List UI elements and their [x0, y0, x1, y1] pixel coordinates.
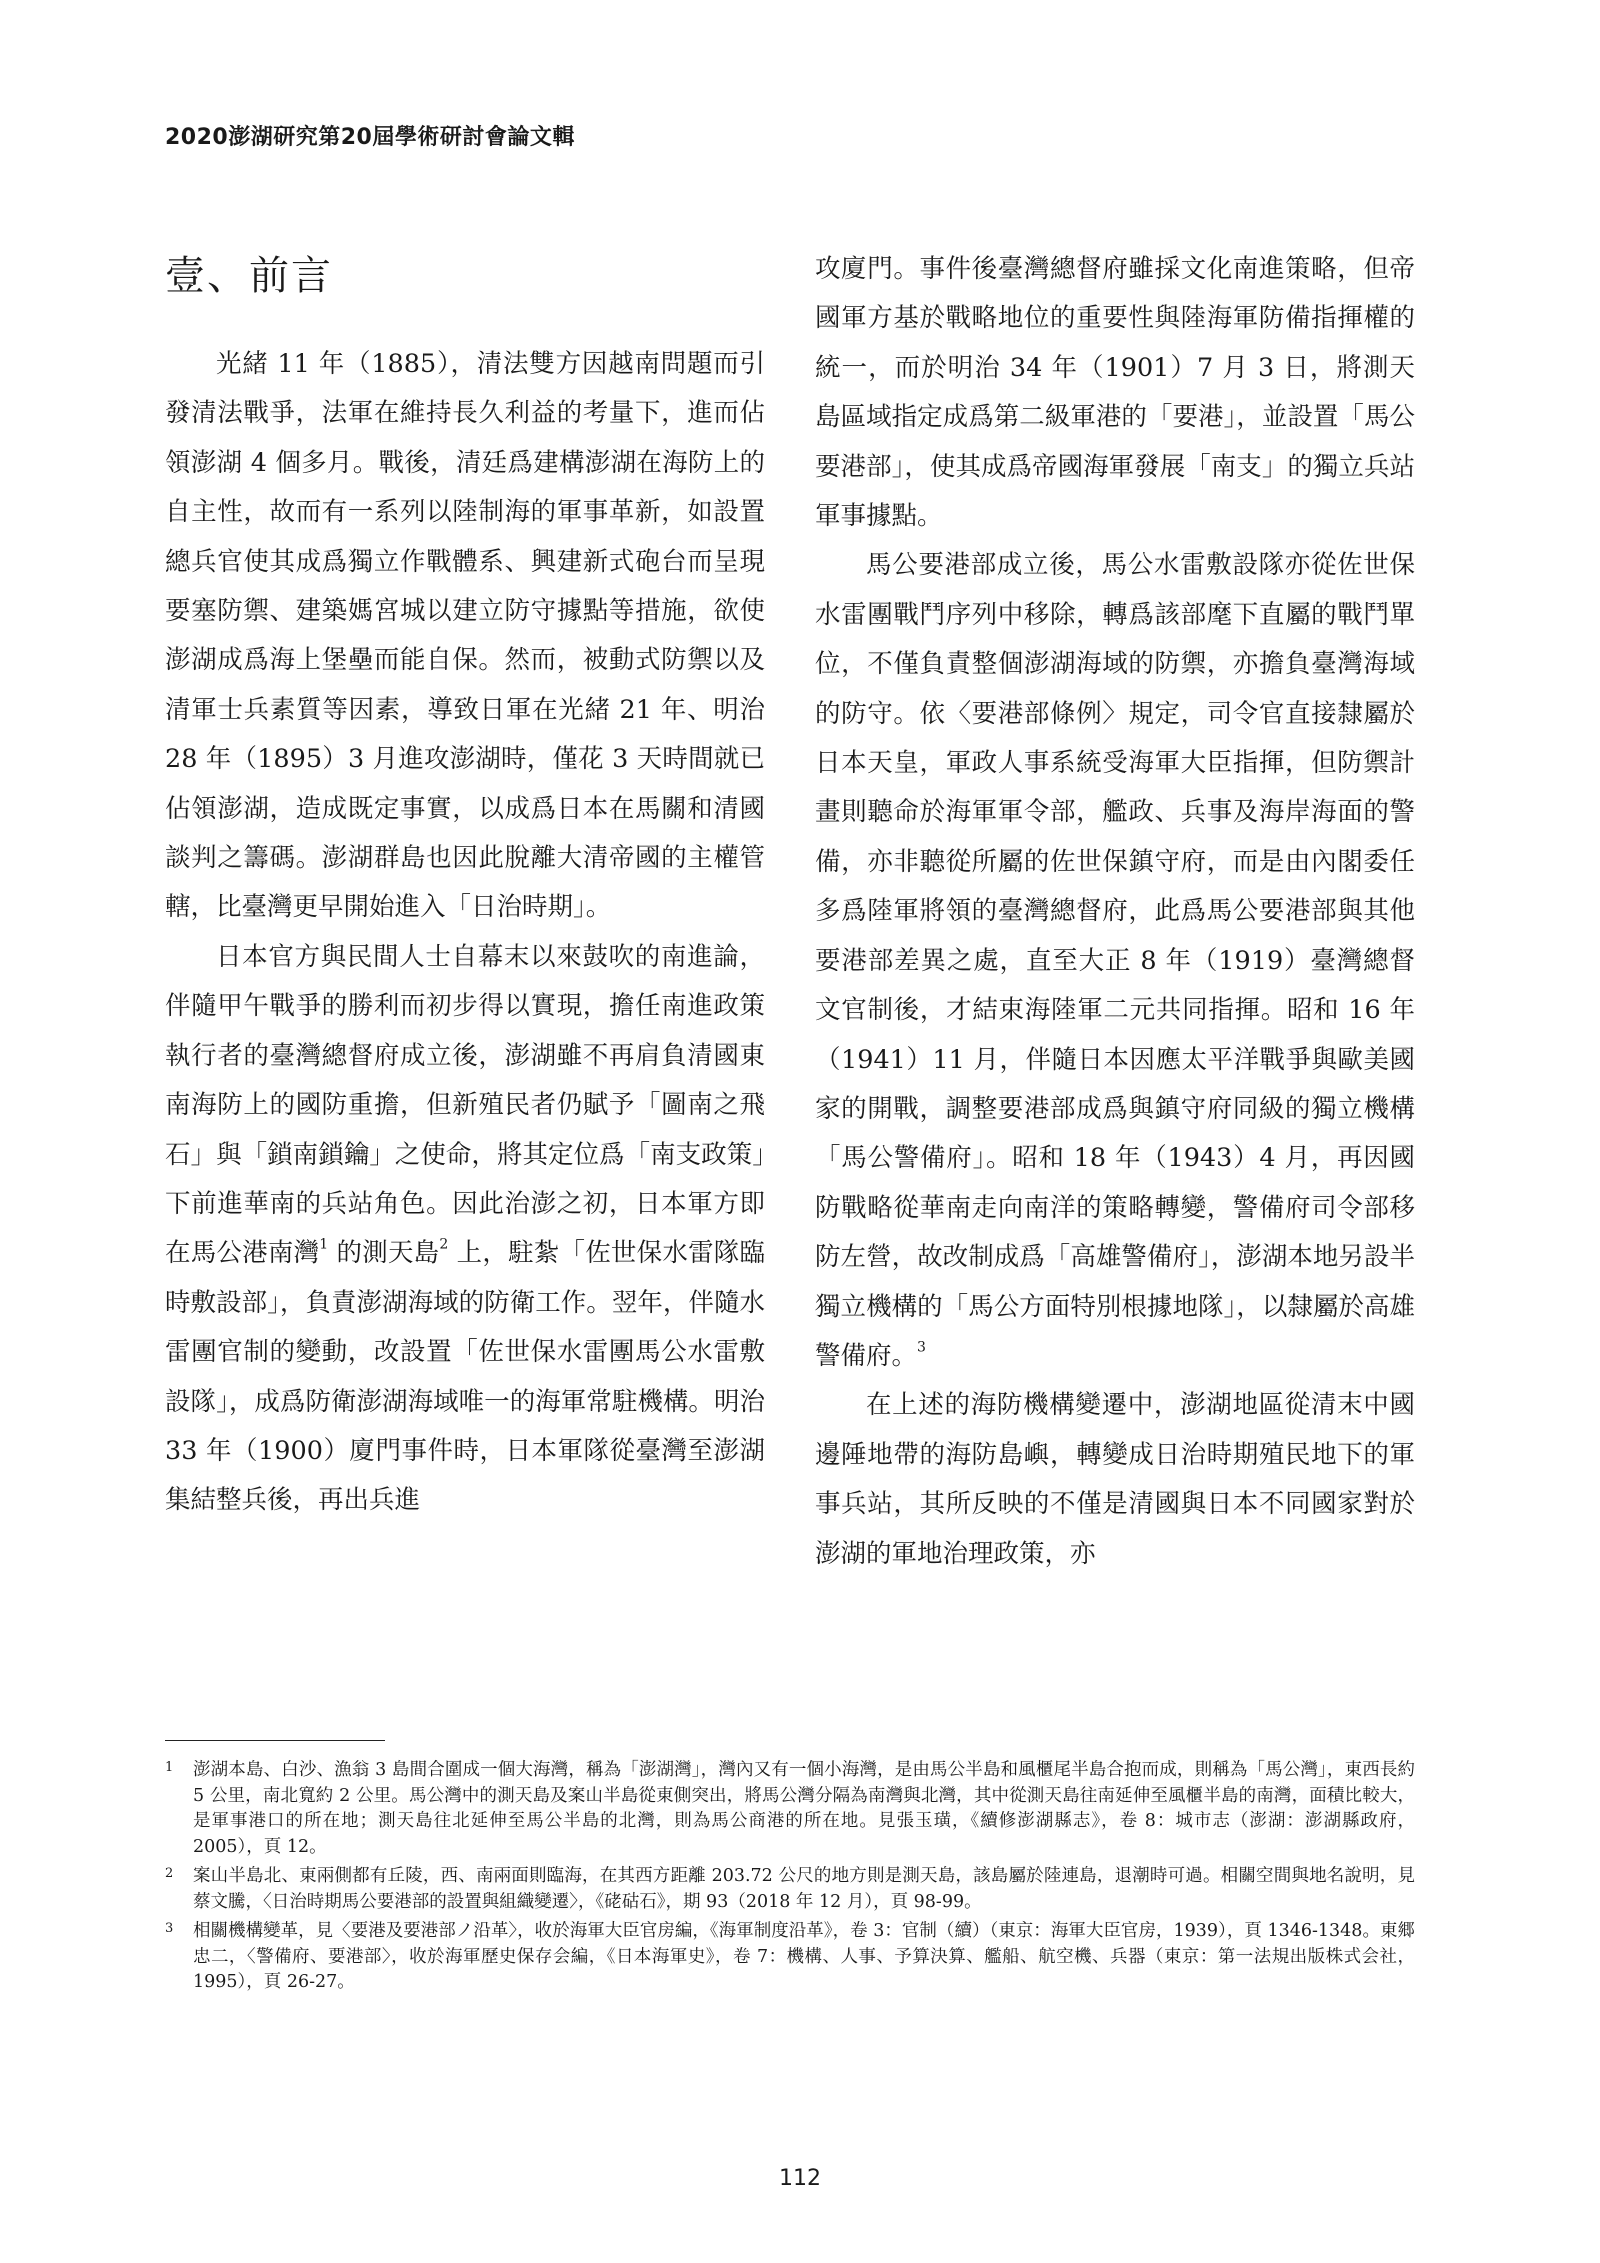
right-column — [815, 245, 1415, 1579]
footnotes — [165, 1758, 1415, 2000]
footnote-text: 相關機構變革，見〈要港及要港部ノ沿革〉，收於海軍大臣官房編，《海軍制度沿革》，卷 3：官制（續）（東京：海軍大臣官房，1939），頁 1346-1348。東郷忠二，〈警備府、要港部〉，收於海軍歷史保存会編，《日本海軍史》，卷 7：機構、人事、予算決算、艦船、航空機、兵器（東京：第一法規出版株式会社，1995），頁 26-27。 — [193, 1921, 1415, 1992]
footnote — [165, 1758, 1415, 1860]
paragraph-text: 馬公要港部成立後，馬公水雷敷設隊亦從佐世保水雷團戰鬥序列中移除，轉爲該部麾下直屬的戰鬥單位，不僅負責整個澎湖海域的防禦，亦擔負臺灣海域的防守。依〈要港部條例〉規定，司令官直接隸屬於日本天皇，軍政人事系統受海軍大臣指揮，但防禦計畫則聽命於海軍軍令部，艦政、兵事及海岸海面的警備，亦非聽從所屬的佐世保鎮守府，而是由內閣委任多爲陸軍將領的臺灣總督府，此爲馬公要港部與其他要港部差異之處，直至大正 8 年（1919）臺灣總督文官制後，才結束海陸軍二元共同指揮。昭和 16 年（1941）11 月，伴隨日本因應太平洋戰爭與歐美國家的開戰，調整要港部成爲與鎮守府同級的獨立機構「馬公警備府」。昭和 18 年（1943）4 月，再因國防戰略從華南走向南洋的策略轉變，警備府司令部移防左營，故改制成爲「高雄警備府」，澎湖本地另設半獨立機構的「馬公方面特別根據地隊」，以隸屬於高雄警備府。 — [815, 550, 1415, 1371]
paragraph-text: 上，駐紮「佐世保水雷隊臨時敷設部」，負責澎湖海域的防衛工作。翌年，伴隨水雷團官制的變動，改設置「佐世保水雷團馬公水雷敷設隊」，成爲防衛澎湖海域唯一的海軍常駐機構。明治 33 年（1900）廈門事件時，日本軍隊從臺灣至澎湖集結整兵後，再出兵進 — [165, 1238, 766, 1516]
section-title: 壹、前言 — [165, 253, 333, 299]
footnote-text: 澎湖本島、白沙、漁翁 3 島間合圍成一個大海灣，稱為「澎湖灣」，灣內又有一個小海灣，是由馬公半島和風櫃尾半島合抱而成，則稱為「馬公灣」，東西長約 5 公里，南北寬約 2 公里。馬公灣中的測天島及案山半島從東側突出，將馬公灣分隔為南灣與北灣，其中從測天島往南延伸至風櫃半島的南灣，面積比較大，是軍事港口的所在地；測天島往北延伸至馬公半島的北灣，則為馬公商港的所在地。見張玉璜，《續修澎湖縣志》，卷 8：城市志（澎湖：澎湖縣政府，2005），頁 12。 — [193, 1760, 1415, 1857]
paragraph-text: 的測天島 — [328, 1238, 440, 1269]
paragraph: 在上述的海防機構變遷中，澎湖地區從清末中國邊陲地帶的海防島嶼，轉變成日治時期殖民地下的軍事兵站，其所反映的不僅是清國與日本不同國家對於澎湖的軍地治理政策，亦 — [815, 1390, 1415, 1569]
footnote-ref[interactable]: 1 — [319, 1236, 329, 1253]
footnote-divider — [165, 1740, 385, 1741]
footnote-ref[interactable]: 3 — [917, 1339, 926, 1356]
footnote-ref[interactable]: 2 — [439, 1236, 449, 1253]
footnote-text: 案山半島北、東兩側都有丘陵，西、南兩面則臨海，在其西方距離 203.72 公尺的地方則是測天島，該島屬於陸連島，退潮時可過。相關空間與地名說明，見蔡文騰，〈日治時期馬公要港部的設置與組織變遷〉，《硓𥑮石》，期 93（2018 年 12 月），頁 98-99。 — [193, 1866, 1415, 1912]
running-header: 2020澎湖研究第20屆學術研討會論文輯 — [165, 125, 575, 150]
paragraph: 攻廈門。事件後臺灣總督府雖採文化南進策略，但帝國軍方基於戰略地位的重要性與陸海軍防備指揮權的統一，而於明治 34 年（1901）7 月 3 日，將測天島區域指定成爲第二級軍港的「要港」，並設置「馬公要港部」，使其成爲帝國海軍發展「南支」的獨立兵站軍事據點。 — [815, 254, 1415, 532]
left-column — [165, 340, 765, 1526]
paragraph — [815, 541, 1415, 1381]
footnote-number: 3 — [165, 1921, 174, 1936]
paragraph-text: 日本官方與民間人士自幕末以來鼓吹的南進論，伴隨甲午戰爭的勝利而初步得以實現，擔任南進政策執行者的臺灣總督府成立後，澎湖雖不再肩負清國東南海防上的國防重擔，但新殖民者仍賦予「圖南之飛石」與「鎖南鎖鑰」之使命，將其定位爲「南支政策」下前進華南的兵站角色。因此治澎之初，日本軍方即在馬公港南灣 — [165, 941, 765, 1269]
paragraph: 光緒 11 年（1885），清法雙方因越南問題而引發清法戰爭，法軍在維持長久利益的考量下，進而佔領澎湖 4 個多月。戰後，清廷爲建構澎湖在海防上的自主性，故而有一系列以陸制海的軍事革新，如設置總兵官使其成爲獨立作戰體系、興建新式砲台而呈現要塞防禦、建築媽宮城以建立防守據點等措施，欲使澎湖成爲海上堡壘而能自保。然而，被動式防禦以及清軍士兵素質等因素，導致日軍在光緒 21 年、明治 28 年（1895）3 月進攻澎湖時，僅花 3 天時間就已佔領澎湖，造成既定事實，以成爲日本在馬關和清國談判之籌碼。澎湖群島也因此脫離大清帝國的主權管轄，比臺灣更早開始進入「日治時期」。 — [165, 349, 765, 923]
paragraph — [165, 933, 765, 1526]
footnote-number: 1 — [165, 1760, 174, 1775]
footnote-number: 2 — [165, 1866, 174, 1881]
footnote — [165, 1864, 1415, 1915]
footnote — [165, 1919, 1415, 1996]
page-number: 112 — [779, 2166, 821, 2191]
